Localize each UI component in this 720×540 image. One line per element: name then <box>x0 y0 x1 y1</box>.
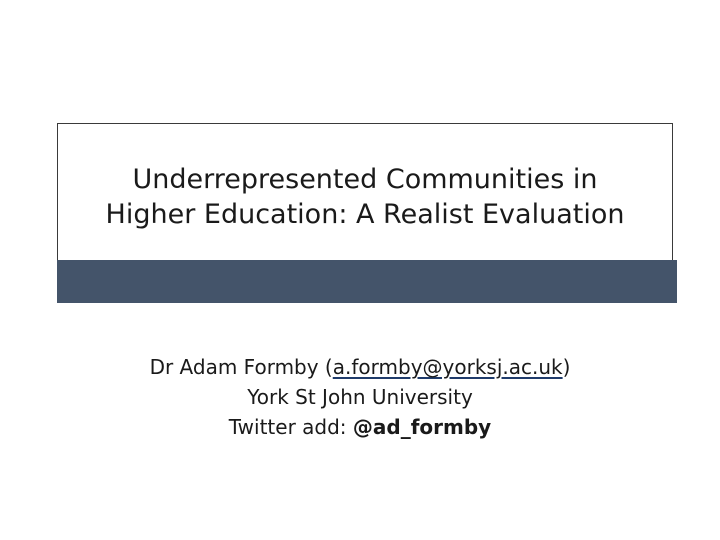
slide-title: Underrepresented Communities in Higher Education: A Realist Evaluation <box>105 164 625 230</box>
author-name: Dr Adam Formby ( <box>149 355 333 379</box>
twitter-label: Twitter add: <box>228 415 353 439</box>
author-line <box>0 352 720 382</box>
twitter-line <box>0 412 720 442</box>
author-info <box>0 352 720 442</box>
institution: York St John University <box>247 385 473 409</box>
author-suffix: ) <box>562 355 571 379</box>
title-accent-band <box>57 260 677 303</box>
email-link[interactable]: a.formby@yorksj.ac.uk <box>332 355 563 379</box>
twitter-handle: @ad_formby <box>352 415 492 439</box>
title-box <box>57 123 673 260</box>
